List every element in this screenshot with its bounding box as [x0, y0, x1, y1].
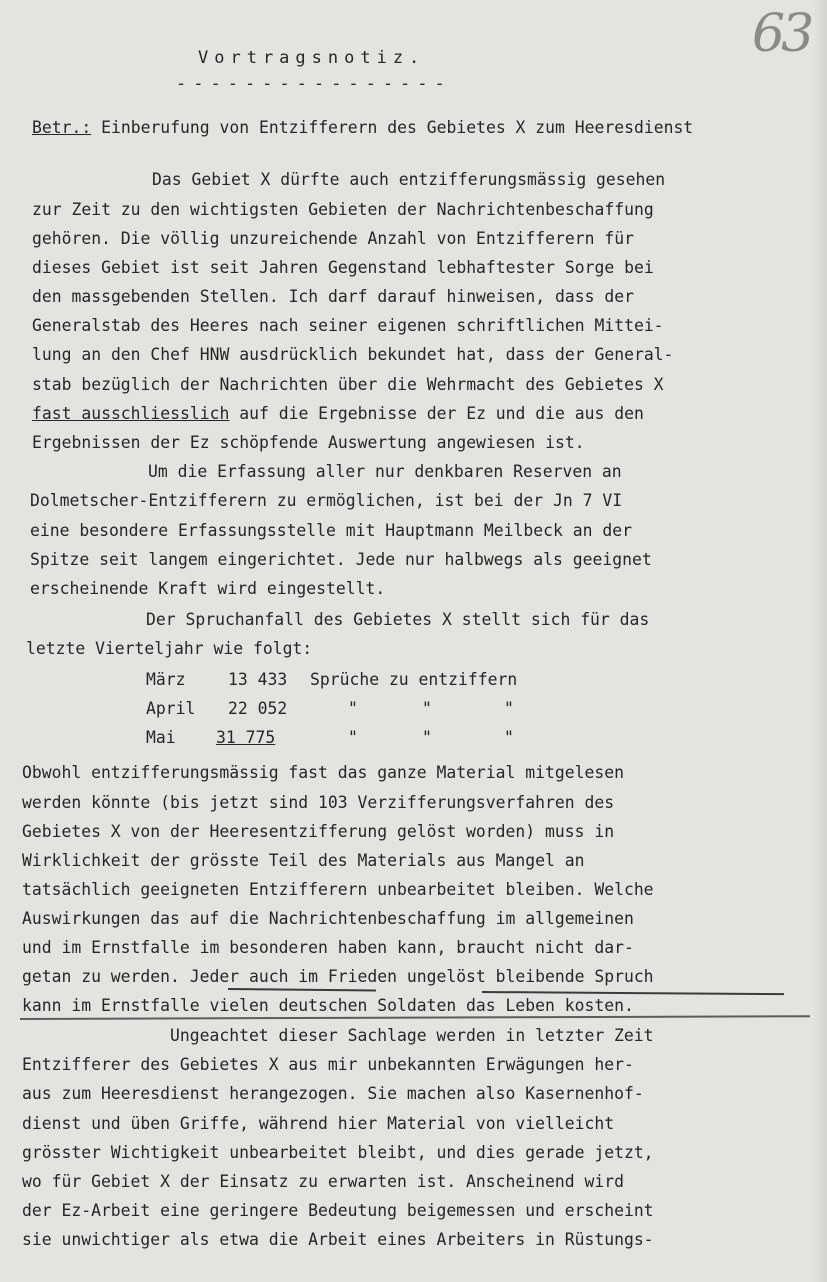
emphasis-underlined: fast ausschliesslich [32, 404, 230, 423]
p4-line-5: tatsächlich geeigneten Entzifferern unbearbeitet bleiben. Welche [22, 880, 654, 899]
p1-line-4: dieses Gebiet ist seit Jahren Gegenstand lebhaftester Sorge bei [32, 258, 654, 277]
table-count: 31 775 [216, 728, 276, 747]
ditto-mark: " [348, 728, 358, 747]
p2-line-5: erscheinende Kraft wird eingestellt. [30, 579, 386, 598]
p1-line-9-rest: auf die Ergebnisse der Ez und die aus den [229, 404, 644, 423]
table-count: 22 052 [228, 699, 288, 718]
p4-line-3: Gebietes X von der Heeresentzifferung gelöst worden) muss in [22, 822, 615, 841]
subject-key: Betr.: [32, 118, 92, 137]
p3-line-2: letzte Vierteljahr wie folgt: [26, 639, 313, 658]
folio-number: 63 [752, 4, 811, 64]
ditto-mark: " [422, 728, 432, 747]
p2-line-4: Spitze seit langem eingerichtet. Jede nur halbwegs als geeignet [30, 550, 652, 569]
p2-line-1: Um die Erfassung aller nur denkbaren Reserven an [148, 462, 622, 481]
p4-line-8: getan zu werden. Jeder auch im Frieden ungelöst bleibende Spruch [22, 967, 654, 986]
table-count: 13 433 [228, 670, 288, 689]
p1-line-5: den massgebenden Stellen. Ich darf darauf hinweisen, dass der [32, 287, 634, 306]
subject-line [32, 118, 693, 137]
pen-underline [482, 991, 784, 995]
pen-underline [228, 988, 376, 992]
p1-line-2: zur Zeit zu den wichtigsten Gebieten der Nachrichtenbeschaffung [32, 200, 654, 219]
subject-text: Einberufung von Entzifferern des Gebietes X zum Heeresdienst [101, 118, 694, 137]
p1-line-1: Das Gebiet X dürfte auch entzifferungsmässig gesehen [152, 170, 666, 189]
p2-line-3: eine besondere Erfassungsstelle mit Hauptmann Meilbeck an der [30, 521, 632, 540]
ditto-mark: " [504, 728, 514, 747]
p4-line-4: Wirklichkeit der grösste Teil des Materials aus Mangel an [22, 851, 585, 870]
p4-line-9: kann im Ernstfalle vielen deutschen Soldaten das Leben kosten. [22, 996, 634, 1015]
p4-line-7: und im Ernstfalle im besonderen haben kann, braucht nicht dar- [22, 938, 634, 957]
p1-line-6: Generalstab des Heeres nach seiner eigenen schriftlichen Mittei- [32, 316, 664, 335]
table-desc: Sprüche zu entziffern [310, 670, 518, 689]
table-month: April [146, 699, 196, 718]
p5-line-5: grösster Wichtigkeit unbearbeitet bleibt, und dies gerade jetzt, [22, 1143, 654, 1162]
page-edge-shadow [813, 0, 827, 1282]
p1-line-10: Ergebnissen der Ez schöpfende Auswertung angewiesen ist. [32, 433, 585, 452]
p1-line-3: gehören. Die völlig unzureichende Anzahl von Entzifferern für [32, 229, 634, 248]
p1-line-7: lung an den Chef HNW ausdrücklich bekundet hat, dass der General- [32, 345, 674, 364]
p1-line-8: stab bezüglich der Nachrichten über die Wehrmacht des Gebietes X [32, 375, 664, 394]
p4-line-6: Auswirkungen das auf die Nachrichtenbeschaffung im allgemeinen [22, 909, 634, 928]
p5-line-3: aus zum Heeresdienst herangezogen. Sie machen also Kasernenhof- [22, 1084, 644, 1103]
p5-line-1: Ungeachtet dieser Sachlage werden in letzter Zeit [170, 1026, 654, 1045]
p1-line-9 [32, 404, 644, 423]
p5-line-2: Entzifferer des Gebietes X aus mir unbekannten Erwägungen her- [22, 1055, 634, 1074]
ditto-mark: " [504, 699, 514, 718]
p4-line-1: Obwohl entzifferungsmässig fast das ganze Material mitgelesen [22, 763, 624, 782]
p2-line-2: Dolmetscher-Entzifferern zu ermöglichen, ist bei der Jn 7 VI [30, 491, 623, 510]
p5-line-4: dienst und üben Griffe, während hier Material von vielleicht [22, 1114, 615, 1133]
title-rule: ---------------- [176, 74, 452, 94]
ditto-mark: " [348, 699, 358, 718]
table-month: März [146, 670, 186, 689]
p4-line-2: werden könnte (bis jetzt sind 103 Verzifferungsverfahren des [22, 793, 615, 812]
pen-underline [20, 1015, 810, 1020]
p5-line-7: der Ez-Arbeit eine geringere Bedeutung beigemessen und erscheint [22, 1201, 654, 1220]
p3-line-1: Der Spruchanfall des Gebietes X stellt sich für das [146, 610, 650, 629]
table-month: Mai [146, 728, 176, 747]
ditto-mark: " [422, 699, 432, 718]
p5-line-8: sie unwichtiger als etwa die Arbeit eines Arbeiters in Rüstungs- [22, 1230, 654, 1249]
document-title: Vortragsnotiz. [198, 48, 426, 68]
p5-line-6: wo für Gebiet X der Einsatz zu erwarten ist. Anscheinend wird [22, 1172, 624, 1191]
